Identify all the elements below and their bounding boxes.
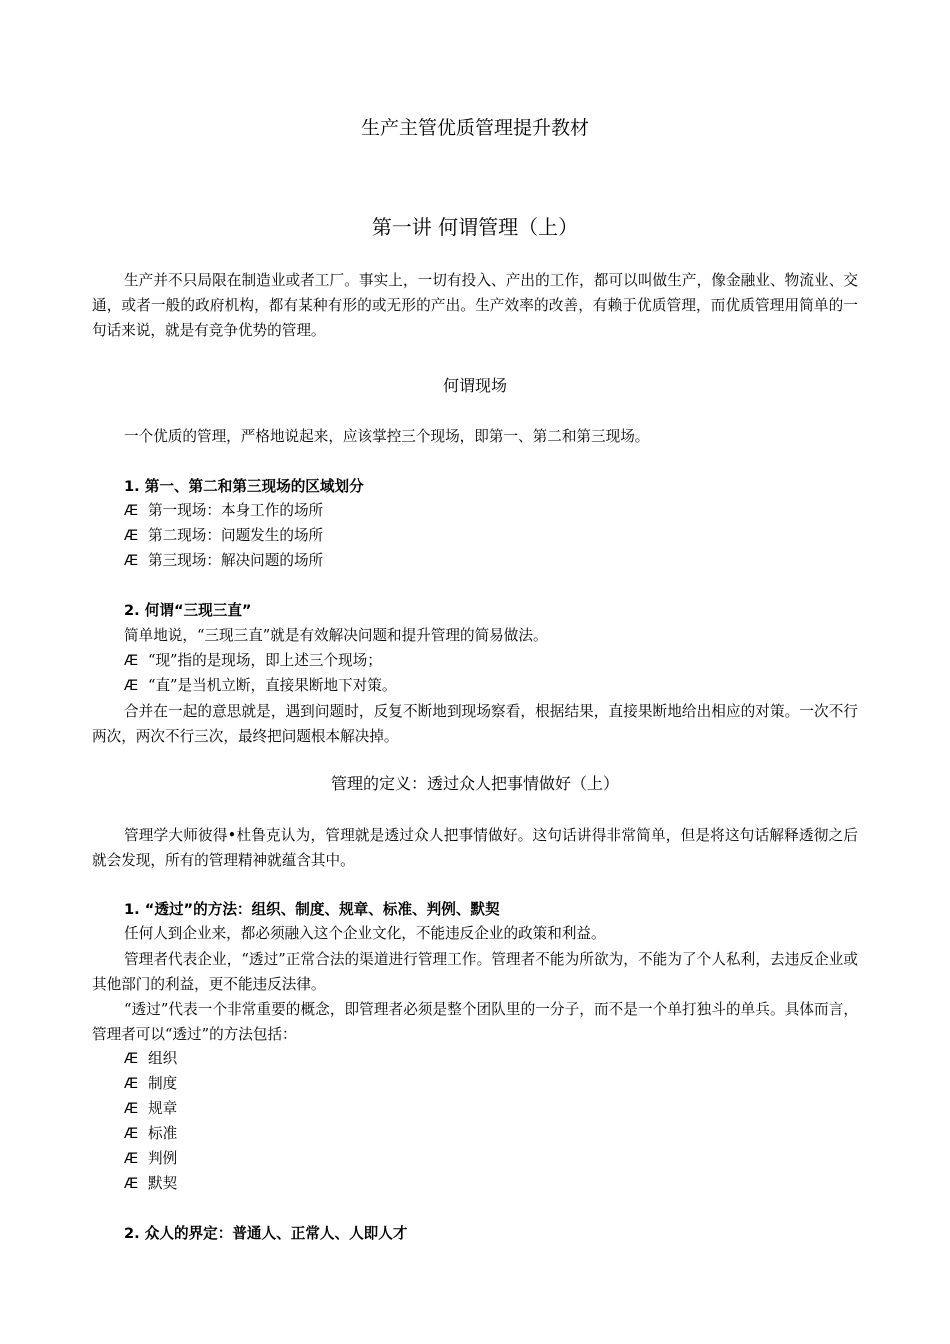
section2-sub1-line1: 任何人到企业来，都必须融入这个企业文化，不能违反企业的政策和利益。 [124,925,606,942]
bullet-icon: Æ [124,1100,139,1117]
lecture-title: 第一讲 何谓管理（上） [371,215,579,239]
bullet-icon: Æ [124,1075,139,1092]
list-item-text: 制度 [148,1075,178,1092]
section1-paragraph: 一个优质的管理，严格地说起来，应该掌控三个现场，即第一、第二和第三现场。 [124,428,650,445]
bullet-icon: Æ [124,552,139,569]
section2-sub1-paragraph2: “透过”代表一个非常重要的概念，即管理者必须是整个团队里的一分子，而不是一个单打独斗的单兵。具体而言，管理者可以“透过”的方法包括： [92,1001,858,1043]
list-item-text: 组织 [148,1050,178,1067]
section-title-xianchang: 何谓现场 [442,376,507,395]
list-item-text: 规章 [148,1100,178,1117]
list-item-text: 第一现场：本身工作的场所 [148,502,324,519]
bullet-icon: Æ [124,677,139,694]
section2-sub1-paragraph1: 管理者代表企业，“透过”正常合法的渠道进行管理工作。管理者不能为所欲为，不能为了个人私利，去违反企业或其他部门的利益，更不能违反法律。 [92,951,858,993]
list-item-text: 第二现场：问题发生的场所 [148,527,324,544]
section2-sub2-heading: 2. 众人的界定：普通人、正常人、人即人才 [124,1225,408,1242]
section2-paragraph: 管理学大师彼得•杜鲁克认为，管理就是透过众人把事情做好。这句话讲得非常简单，但是将这句话解释透彻之后就会发现，所有的管理精神就蕴含其中。 [92,827,858,869]
list-item-text: 判例 [148,1150,178,1167]
list-item [124,524,323,548]
list-item [124,649,382,673]
bullet-icon: Æ [124,1050,139,1067]
section2-sub1-heading: 1. “透过”的方法：组织、制度、规章、标准、判例、默契 [124,901,500,918]
list-item [124,1147,177,1171]
list-item-text: 第三现场：解决问题的场所 [148,552,324,569]
list-item [124,674,396,698]
section1-sub2-paragraph: 合并在一起的意思就是，遇到问题时，反复不断地到现场察看，根据结果，直接果断地给出相应的对策。一次不行两次，两次不行三次，最终把问题根本解决掉。 [92,703,858,745]
section1-sub2-heading: 2. 何谓“三现三直” [124,602,252,619]
bullet-icon: Æ [124,1125,139,1142]
list-item-text: “直”是当机立断，直接果断地下对策。 [148,677,397,694]
list-item [124,1047,177,1071]
bullet-icon: Æ [124,527,139,544]
bullet-icon: Æ [124,502,139,519]
bullet-icon: Æ [124,1150,139,1167]
list-item [124,1072,177,1096]
list-item-text: 默契 [148,1175,178,1192]
list-item [124,499,323,523]
list-item-text: 标准 [148,1125,178,1142]
bullet-icon: Æ [124,1175,139,1192]
list-item [124,1172,177,1196]
bullet-icon: Æ [124,652,139,669]
section-title-definition: 管理的定义：透过众人把事情做好（上） [330,774,619,793]
intro-paragraph: 生产并不只局限在制造业或者工厂。事实上，一切有投入、产出的工作，都可以叫做生产，像金融业、物流业、交通，或者一般的政府机构，都有某种有形的或无形的产出。生产效率的改善，有赖于优质管理，而优质管理用简单的一句话来说，就是有竞争优势的管理。 [92,272,858,339]
list-item [124,1122,177,1146]
list-item-text: “现”指的是现场，即上述三个现场； [148,652,382,669]
section1-sub2-line1: 简单地说，“三现三直”就是有效解决问题和提升管理的简易做法。 [124,627,548,644]
list-item [124,549,323,573]
section1-sub1-heading: 1. 第一、第二和第三现场的区域划分 [124,478,364,495]
document-title: 生产主管优质管理提升教材 [360,117,589,139]
list-item [124,1097,177,1121]
